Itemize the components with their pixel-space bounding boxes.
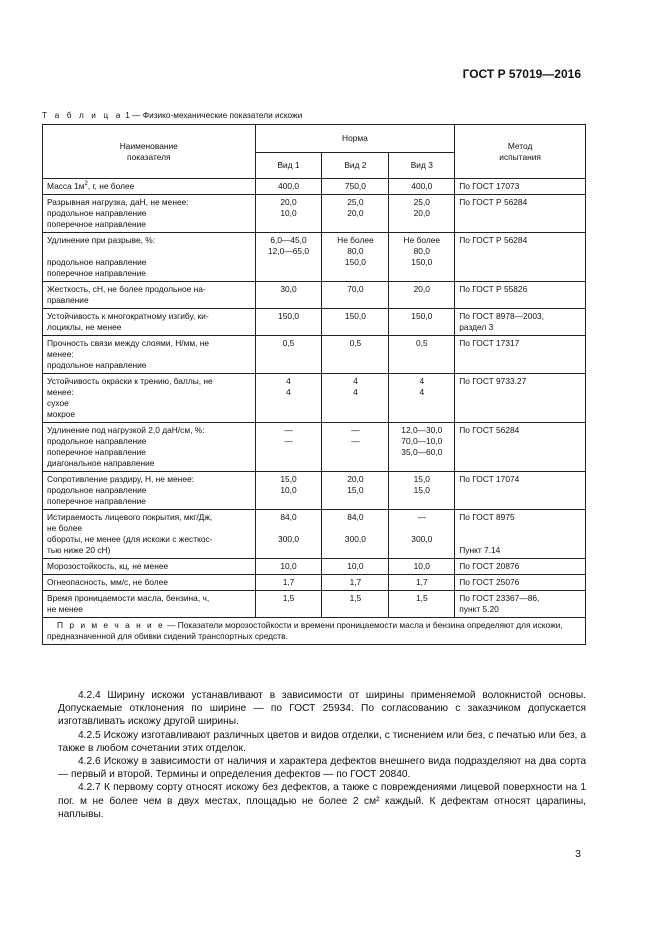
indicator-cell: Удлинение под нагрузкой 2,0 даН/см, %: продольное направление поперечное направление диагональное направление <box>43 423 256 472</box>
value-cell-v3: 12,0—30,0 70,0—10,0 35,0—60,0 <box>389 423 455 472</box>
table-row <box>43 336 586 374</box>
method-cell: По ГОСТ Р 56284 <box>455 195 586 233</box>
paragraph-4-2-6: 4.2.6 Искожу в зависимости от наличия и характера дефектов внешнего вида подразделяют на два сорта — первый и второй. Термины и определения дефектов — по ГОСТ 20840. <box>58 756 586 781</box>
method-cell: По ГОСТ 17074 <box>455 472 586 510</box>
table-row <box>43 591 586 618</box>
value-cell-v2: — — <box>322 423 389 472</box>
table-row <box>43 282 586 309</box>
value-cell-v1: 10,0 <box>255 559 322 575</box>
value-cell-v3: 4 4 <box>389 374 455 423</box>
method-cell: По ГОСТ 23367—86, пункт 5.20 <box>455 591 586 618</box>
method-cell: По ГОСТ Р 55826 <box>455 282 586 309</box>
indicator-cell: Истираемость лицевого покрытия, мкг/Дж, не более обороты, не менее (для искожи с жесткос- тью ниже 20 сН) <box>43 510 256 559</box>
value-cell-v1: 84,0 300,0 <box>255 510 322 559</box>
value-cell-v3: 15,0 15,0 <box>389 472 455 510</box>
indicator-cell: Удлинение при разрыве, %: продольное направление поперечное направление <box>43 233 256 282</box>
indicator-cell: Устойчивость к многократному изгибу, ки- лоциклы, не менее <box>43 309 256 336</box>
value-cell-v1: 150,0 <box>255 309 322 336</box>
value-cell-v1: — — <box>255 423 322 472</box>
method-cell: По ГОСТ 8978—2003, раздел 3 <box>455 309 586 336</box>
table-row <box>43 309 586 336</box>
header-indicator: Наименование показателя <box>43 125 256 179</box>
value-cell-v3: 400,0 <box>389 179 455 195</box>
value-cell-v1: 4 4 <box>255 374 322 423</box>
header-method: Метод испытания <box>455 125 586 179</box>
table-row <box>43 195 586 233</box>
body-text <box>58 689 586 821</box>
indicator-cell: Жесткость, сН, не более продольное на- правление <box>43 282 256 309</box>
value-cell-v3: 150,0 <box>389 309 455 336</box>
paragraph-4-2-5: 4.2.5 Искожу изготавливают различных цветов и видов отделки, с тиснением или без, с печатью или без, а также в любом сочетании этих отделок. <box>58 729 586 754</box>
header-type1: Вид 1 <box>255 153 322 179</box>
value-cell-v1: 6,0—45,0 12,0—65,0 <box>255 233 322 282</box>
method-cell: По ГОСТ 9733.27 <box>455 374 586 423</box>
value-cell-v2: 25,0 20,0 <box>322 195 389 233</box>
value-cell-v1: 20,0 10,0 <box>255 195 322 233</box>
value-cell-v2: 84,0 300,0 <box>322 510 389 559</box>
indicator-cell: Сопротивление раздиру, Н, не менее: продольное направление поперечное направление <box>43 472 256 510</box>
method-cell: По ГОСТ Р 56284 <box>455 233 586 282</box>
indicator-cell: Огнеопасность, мм/с, не более <box>43 575 256 591</box>
value-cell-v2: 20,0 15,0 <box>322 472 389 510</box>
method-cell: По ГОСТ 25076 <box>455 575 586 591</box>
value-cell-v1: 0,5 <box>255 336 322 374</box>
value-cell-v3: 10,0 <box>389 559 455 575</box>
table-row <box>43 575 586 591</box>
paragraph-4-2-4: 4.2.4 Ширину искожи устанавливают в зависимости от ширины применяемой волокнистой основы. Допускаемые отклонения по ширине — по ГОСТ 25934. По согласованию с заказчиком допускается изготавливать искожу другой ширины. <box>58 690 586 728</box>
note-text: — Показатели морозостойкости и времени проницаемости масла и бензина определяют для искожи, предназначенной для обивки сидений транспортных средств. <box>47 620 563 641</box>
indicator-cell: Разрывная нагрузка, даН, не менее: продольное направление поперечное направление <box>43 195 256 233</box>
value-cell-v1: 15,0 10,0 <box>255 472 322 510</box>
value-cell-v2: 1,7 <box>322 575 389 591</box>
value-cell-v2: 10,0 <box>322 559 389 575</box>
value-cell-v2: 70,0 <box>322 282 389 309</box>
value-cell-v3: 25,0 20,0 <box>389 195 455 233</box>
method-cell: По ГОСТ 8975 Пункт 7.14 <box>455 510 586 559</box>
value-cell-v3: 1,5 <box>389 591 455 618</box>
value-cell-v1: 1,5 <box>255 591 322 618</box>
value-cell-v2: 1,5 <box>322 591 389 618</box>
value-cell-v1: 1,7 <box>255 575 322 591</box>
indicator-cell: Прочность связи между слоями, Н/мм, не менее: продольное направление <box>43 336 256 374</box>
value-cell-v2: 750,0 <box>322 179 389 195</box>
table-row <box>43 472 586 510</box>
caption-text: 1 — Физико-механические показатели искожи <box>125 110 303 120</box>
header-norm: Норма <box>255 125 455 153</box>
value-cell-v2: 4 4 <box>322 374 389 423</box>
indicator-cell: Морозостойкость, кц, не менее <box>43 559 256 575</box>
method-cell: По ГОСТ 17317 <box>455 336 586 374</box>
properties-table <box>42 124 586 645</box>
value-cell-v1: 30,0 <box>255 282 322 309</box>
value-cell-v1: 400,0 <box>255 179 322 195</box>
header-type2: Вид 2 <box>322 153 389 179</box>
note-label: П р и м е ч а н и е <box>57 620 165 630</box>
value-cell-v3: Не более 80,0 150,0 <box>389 233 455 282</box>
table-row <box>43 510 586 559</box>
table-row <box>43 559 586 575</box>
value-cell-v3: 1,7 <box>389 575 455 591</box>
table-note <box>43 618 586 645</box>
table-row <box>43 233 586 282</box>
caption-label: Т а б л и ц а <box>42 110 123 120</box>
value-cell-v2: 150,0 <box>322 309 389 336</box>
table-caption <box>42 110 302 120</box>
method-cell: По ГОСТ 56284 <box>455 423 586 472</box>
method-cell: По ГОСТ 17073 <box>455 179 586 195</box>
value-cell-v3: — 300,0 <box>389 510 455 559</box>
paragraph-4-2-7: 4.2.7 К первому сорту относят искожу без дефектов, а также с повреждениями лицевой поверхности на 1 пог. м не более чем в двух местах, площадью не более 2 см² каждый. К дефектам относят царапины, наплывы. <box>58 782 586 820</box>
indicator-cell: Масса $1м^2$, г, не более <box>43 179 256 195</box>
indicator-cell: Время проницаемости масла, бензина, ч, не менее <box>43 591 256 618</box>
value-cell-v2: Не более 80,0 150,0 <box>322 233 389 282</box>
header-type3: Вид 3 <box>389 153 455 179</box>
table-row <box>43 179 586 195</box>
standard-designation: ГОСТ Р 57019—2016 <box>462 67 581 81</box>
value-cell-v3: 0,5 <box>389 336 455 374</box>
value-cell-v3: 20,0 <box>389 282 455 309</box>
table-row <box>43 374 586 423</box>
indicator-cell: Устойчивость окраски к трению, баллы, не менее: сухое мокрое <box>43 374 256 423</box>
table-row <box>43 423 586 472</box>
page-number: 3 <box>575 848 581 860</box>
method-cell: По ГОСТ 20876 <box>455 559 586 575</box>
value-cell-v2: 0,5 <box>322 336 389 374</box>
